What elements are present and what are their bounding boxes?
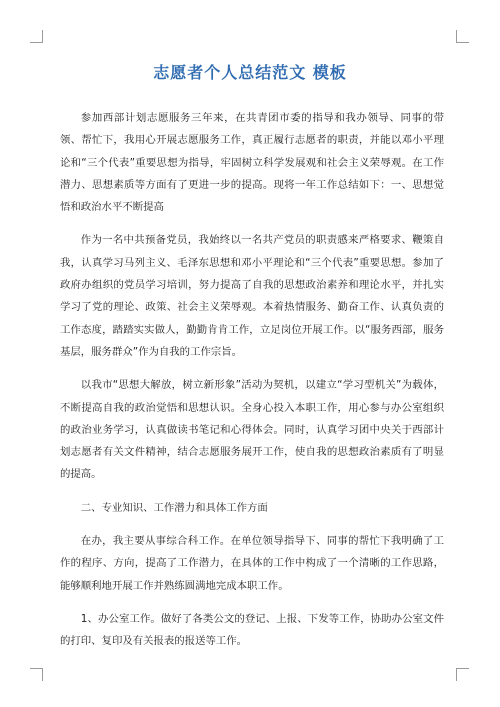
crop-mark-top-right xyxy=(456,30,469,43)
paragraph-office-work: 1、办公室工作。做好了各类公文的登记、上报、下发等工作，协助办公室文件的打印、复印及有关报表的报送等工作。 xyxy=(60,612,444,648)
paragraph-party-member: 作为一名中共预备党员，我始终以一名共产党员的职责感来严格要求、鞭策自我，认真学习马列主义、毛泽东思想和邓小平理论和“三个代表”重要思想。参加了政府办组织的党员学习培训，努力提高了自我的思想政治素养和理论水平，并扎实学习了党的理论、政策、社会主义荣辱观。本着热情服务、勤奋工作、认真负责的工作态度，踏踏实实做人，勤勤肯肯工作，立足岗位开展工作。以“服务西部，服务基层，服务群众”作为自我的工作宗旨。 xyxy=(60,234,444,358)
crop-mark-top-left xyxy=(30,30,43,43)
paragraph-activities: 以我市“思想大解放，树立新形象”活动为契机，以建立“学习型机关”为载体，不断提高自我的政治觉悟和思想认识。全身心投入本职工作，用心参与办公室组织的政治业务学习，认真做读书笔记和心得体会。同时，认真学习团中央关于西部计划志愿者有关文件精神，结合志愿服务展开工作，使自我的思想政治素质有了明显的提高。 xyxy=(60,379,444,481)
crop-mark-bottom-left xyxy=(30,668,43,681)
paragraph-intro: 参加西部计划志愿服务三年来，在共青团市委的指导和我办领导、同事的带领、帮忙下，我用心开展志愿服务工作，真正履行志愿者的职责，并能以邓小平理论和“三个代表”重要思想为指导，牢固树立科学发展观和社会主义荣辱观。在工作潜力、思想素质等方面有了更进一步的提高。现将一年工作总结如下：一、思想觉悟和政治水平不断提高 xyxy=(60,112,444,214)
document-title: 志愿者个人总结范文 模板 xyxy=(153,63,347,82)
paragraph-work-role: 在办，我主要从事综合科工作。在单位领导指导下、同事的帮忙下我明确了工作的程序、方向，提高了工作潜力，在具体的工作中构成了一个清晰的工作思路，能够顺利地开展工作并熟练圆满地完成本职工作。 xyxy=(60,535,444,592)
document-body xyxy=(60,107,444,664)
section-heading-professional: 二、专业知识、工作潜力和具体工作方面 xyxy=(80,501,268,514)
crop-mark-bottom-right xyxy=(456,668,469,681)
